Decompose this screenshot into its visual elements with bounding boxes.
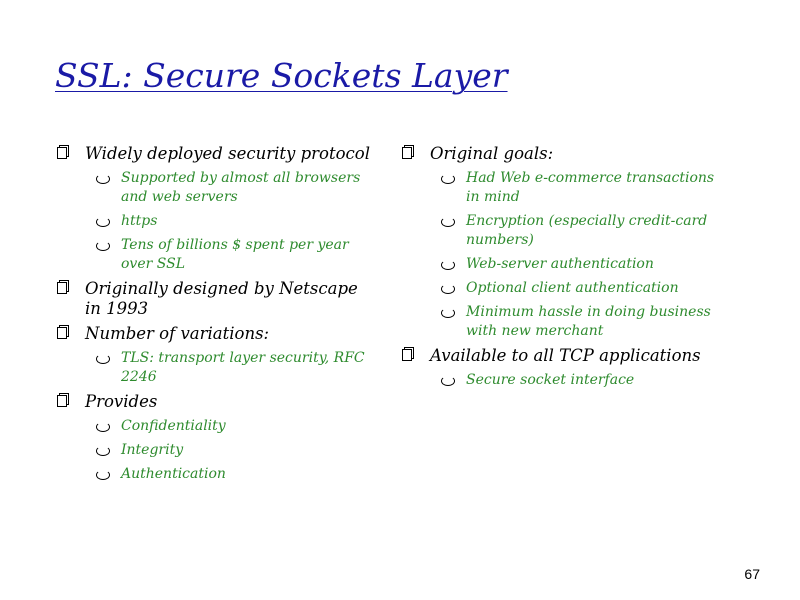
sub-bullet-text: Integrity (121, 442, 184, 458)
slide-title: SSL: Secure Sockets Layer (55, 56, 508, 95)
sub-bullet-text: Secure socket interface (466, 372, 635, 388)
circle-bullet-icon (96, 422, 110, 432)
sub-bullet-text: Minimum hassle in doing business with new merchant (466, 304, 711, 339)
sub-bullet-text: Supported by almost all browsers and web servers (121, 170, 361, 205)
circle-bullet-icon (441, 174, 455, 184)
bullet-item (400, 144, 730, 164)
square-bullet-icon (402, 147, 412, 159)
circle-bullet-icon (441, 376, 455, 386)
sub-bullet-item (400, 303, 730, 341)
sub-bullet-text: Confidentiality (121, 418, 226, 434)
bullet-text: Original goals: (430, 144, 554, 163)
bullet-text: Available to all TCP applications (430, 346, 701, 365)
bullet-item (400, 346, 730, 366)
circle-bullet-icon (96, 470, 110, 480)
square-bullet-icon (402, 349, 412, 361)
circle-bullet-icon (441, 308, 455, 318)
circle-bullet-icon (96, 241, 110, 251)
sub-bullet-text: Web-server authentication (466, 256, 654, 272)
sub-bullet-item (55, 441, 375, 460)
bullet-text: Number of variations: (85, 324, 270, 343)
bullet-text: Originally designed by Netscape in 1993 (85, 279, 358, 318)
sub-bullet-text: Authentication (121, 466, 226, 482)
circle-bullet-icon (441, 260, 455, 270)
right-column (400, 144, 730, 395)
circle-bullet-icon (96, 354, 110, 364)
sub-bullet-item (400, 371, 730, 390)
sub-bullet-item (400, 279, 730, 298)
sub-bullet-item (55, 236, 375, 274)
square-bullet-icon (57, 395, 67, 407)
circle-bullet-icon (441, 217, 455, 227)
sub-bullet-item (55, 169, 375, 207)
sub-bullet-item (400, 169, 730, 207)
bullet-item (55, 279, 375, 319)
sub-bullet-item (55, 465, 375, 484)
left-column (55, 144, 375, 489)
square-bullet-icon (57, 147, 67, 159)
sub-bullet-text: TLS: transport layer security, RFC 2246 (121, 350, 365, 385)
sub-bullet-item (400, 212, 730, 250)
circle-bullet-icon (96, 446, 110, 456)
sub-bullet-item (55, 417, 375, 436)
bullet-item (55, 324, 375, 344)
sub-bullet-item (55, 349, 375, 387)
sub-bullet-item (400, 255, 730, 274)
page-number: 67 (744, 566, 760, 582)
circle-bullet-icon (96, 217, 110, 227)
bullet-text: Widely deployed security protocol (85, 144, 370, 163)
bullet-item (55, 144, 375, 164)
circle-bullet-icon (441, 284, 455, 294)
sub-bullet-text: https (121, 213, 158, 229)
bullet-text: Provides (85, 392, 158, 411)
circle-bullet-icon (96, 174, 110, 184)
sub-bullet-text: Optional client authentication (466, 280, 679, 296)
square-bullet-icon (57, 327, 67, 339)
sub-bullet-text: Tens of billions $ spent per year over SSL (121, 237, 349, 272)
square-bullet-icon (57, 282, 67, 294)
sub-bullet-item (55, 212, 375, 231)
sub-bullet-text: Had Web e-commerce transactions in mind (466, 170, 715, 205)
bullet-item (55, 392, 375, 412)
sub-bullet-text: Encryption (especially credit-card numbers) (466, 213, 708, 248)
